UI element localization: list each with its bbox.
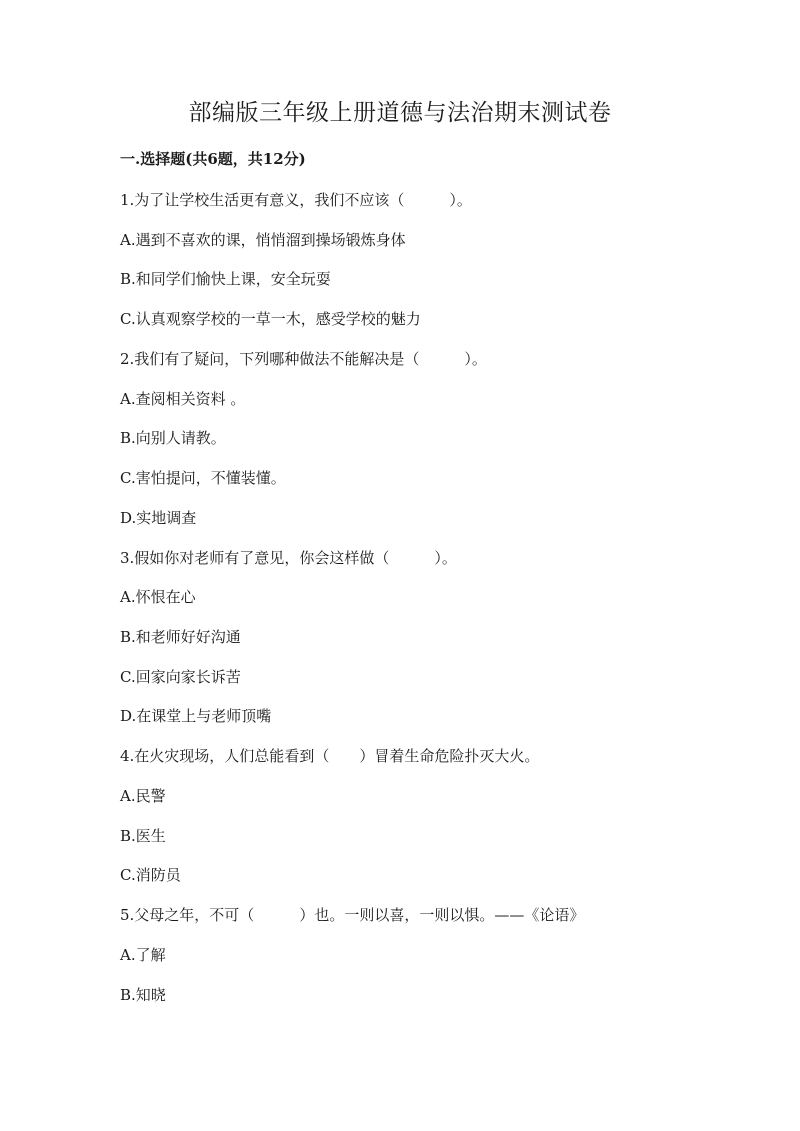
option-item: C.害怕提问，不懂装懂。 xyxy=(120,469,286,487)
option-item: A.怀恨在心 xyxy=(120,588,196,606)
question-stem: 2.我们有了疑问，下列哪种做法不能解决是（ ）。 xyxy=(120,350,487,368)
option-item: B.向别人请教。 xyxy=(120,429,226,447)
option-item: A.了解 xyxy=(120,946,166,964)
question-stem: 1.为了让学校生活更有意义，我们不应该（ ）。 xyxy=(120,191,472,209)
option-item: A.民警 xyxy=(120,787,166,805)
question-stem: 5.父母之年，不可（ ）也。一则以喜，一则以惧。——《论语》 xyxy=(120,906,585,924)
section-header: 一.选择题(共6题，共12分) xyxy=(120,150,306,168)
option-item: A.查阅相关资料 。 xyxy=(120,390,246,408)
option-item: C.回家向家长诉苦 xyxy=(120,668,241,686)
option-item: A.遇到不喜欢的课，悄悄溜到操场锻炼身体 xyxy=(120,231,406,249)
page-title: 部编版三年级上册道德与法治期末测试卷 xyxy=(188,100,612,126)
option-item: D.实地调查 xyxy=(120,509,197,527)
option-item: B.和老师好好沟通 xyxy=(120,628,241,646)
question-stem: 3.假如你对老师有了意见，你会这样做（ ）。 xyxy=(120,549,457,567)
option-item: C.消防员 xyxy=(120,866,181,884)
option-item: B.医生 xyxy=(120,827,166,845)
option-item: B.和同学们愉快上课，安全玩耍 xyxy=(120,270,331,288)
question-stem: 4.在火灾现场，人们总能看到（ ）冒着生命危险扑灭大火。 xyxy=(120,747,540,765)
option-item: B.知晓 xyxy=(120,986,166,1004)
option-item: C.认真观察学校的一草一木，感受学校的魅力 xyxy=(120,310,421,328)
option-item: D.在课堂上与老师顶嘴 xyxy=(120,707,272,725)
